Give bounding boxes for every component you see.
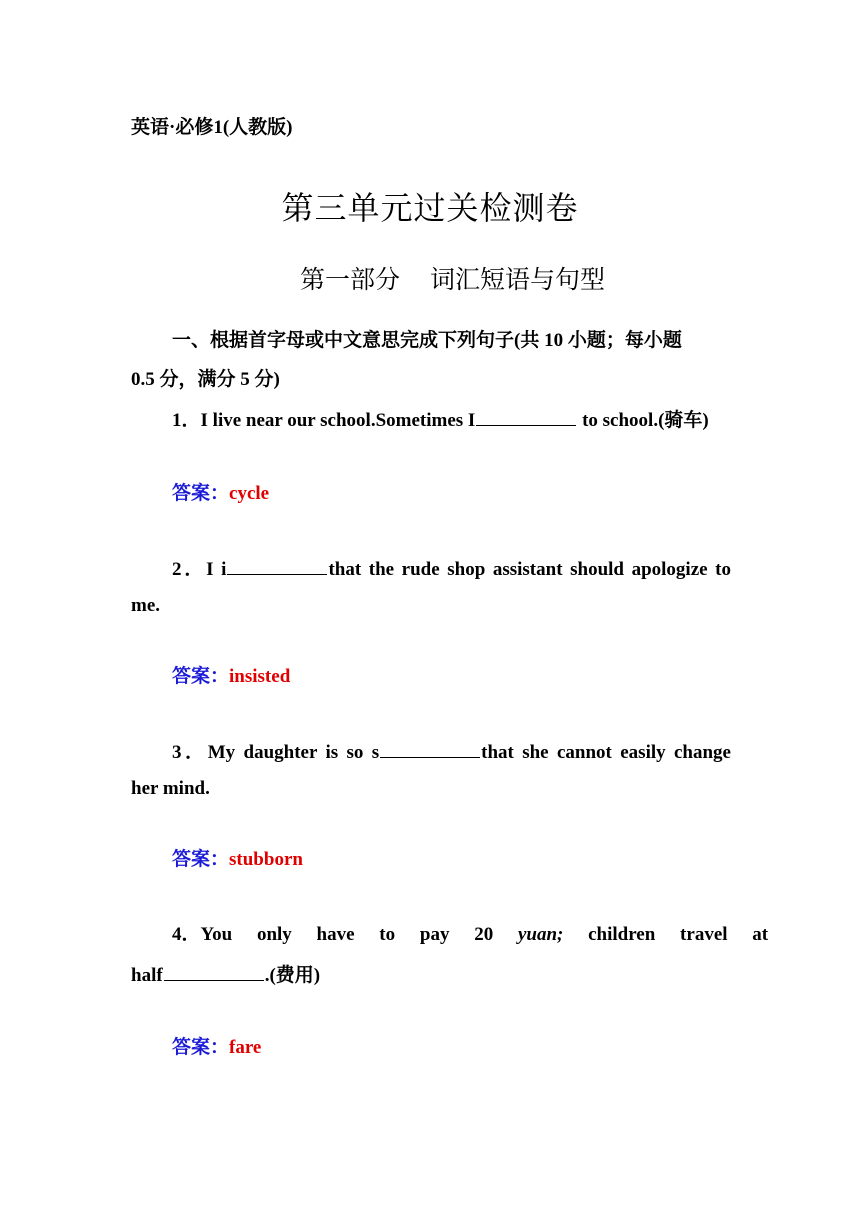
question-3-continuation: her mind.: [131, 778, 210, 799]
question-number: 2．: [172, 559, 207, 580]
question-text: I live near our school.Sometimes I: [200, 410, 476, 431]
answer-blank: [380, 739, 480, 758]
answer-blank: [164, 962, 264, 981]
answer-2: [172, 665, 290, 689]
answer-label: 答案：: [172, 1037, 230, 1058]
question-4-continuation: [131, 962, 731, 988]
question-text: that she cannot easily change: [481, 742, 731, 763]
question-3: [172, 739, 731, 765]
answer-value: stubborn: [229, 849, 303, 870]
part-subtitle: [300, 262, 605, 298]
answer-value: fare: [229, 1037, 262, 1058]
part-label: 第一部分: [300, 265, 401, 294]
answer-4: [172, 1036, 261, 1060]
question-4: [172, 923, 769, 947]
answer-value: insisted: [229, 666, 291, 687]
section-heading-line1: 一、根据首字母或中文意思完成下列句子(共 10 小题；每小题: [172, 330, 682, 351]
question-text: My daughter is so s: [207, 742, 380, 763]
answer-blank: [227, 556, 327, 575]
answer-1: [172, 482, 269, 506]
part-name: 词汇短语与句型: [430, 265, 606, 294]
question-1: [172, 407, 731, 433]
question-number: 3．: [172, 742, 208, 763]
section-heading-line2: 0.5 分，满分 5 分): [131, 369, 280, 390]
course-header: 英语·必修1(人教版): [131, 117, 293, 138]
answer-label: 答案：: [172, 666, 230, 687]
question-number: 4．: [172, 924, 201, 945]
question-text: to school.(骑车): [577, 410, 709, 431]
answer-3: [172, 848, 303, 872]
answer-label: 答案：: [172, 849, 230, 870]
question-2: [172, 556, 731, 582]
answer-blank: [476, 407, 576, 426]
question-text: children travel at: [563, 924, 769, 945]
question-text: You only have to pay 20: [200, 924, 518, 945]
question-text-italic: yuan;: [517, 924, 564, 945]
question-number: 1．: [172, 410, 201, 431]
question-2-continuation: me.: [131, 595, 161, 616]
question-text: .(费用): [264, 965, 321, 986]
question-text: half: [131, 965, 163, 986]
question-text: that the rude shop assistant should apologize to: [328, 559, 731, 580]
question-text: I i: [206, 559, 227, 580]
answer-value: cycle: [229, 483, 270, 504]
answer-label: 答案：: [172, 483, 230, 504]
page-title: 第三单元过关检测卷: [281, 189, 579, 227]
